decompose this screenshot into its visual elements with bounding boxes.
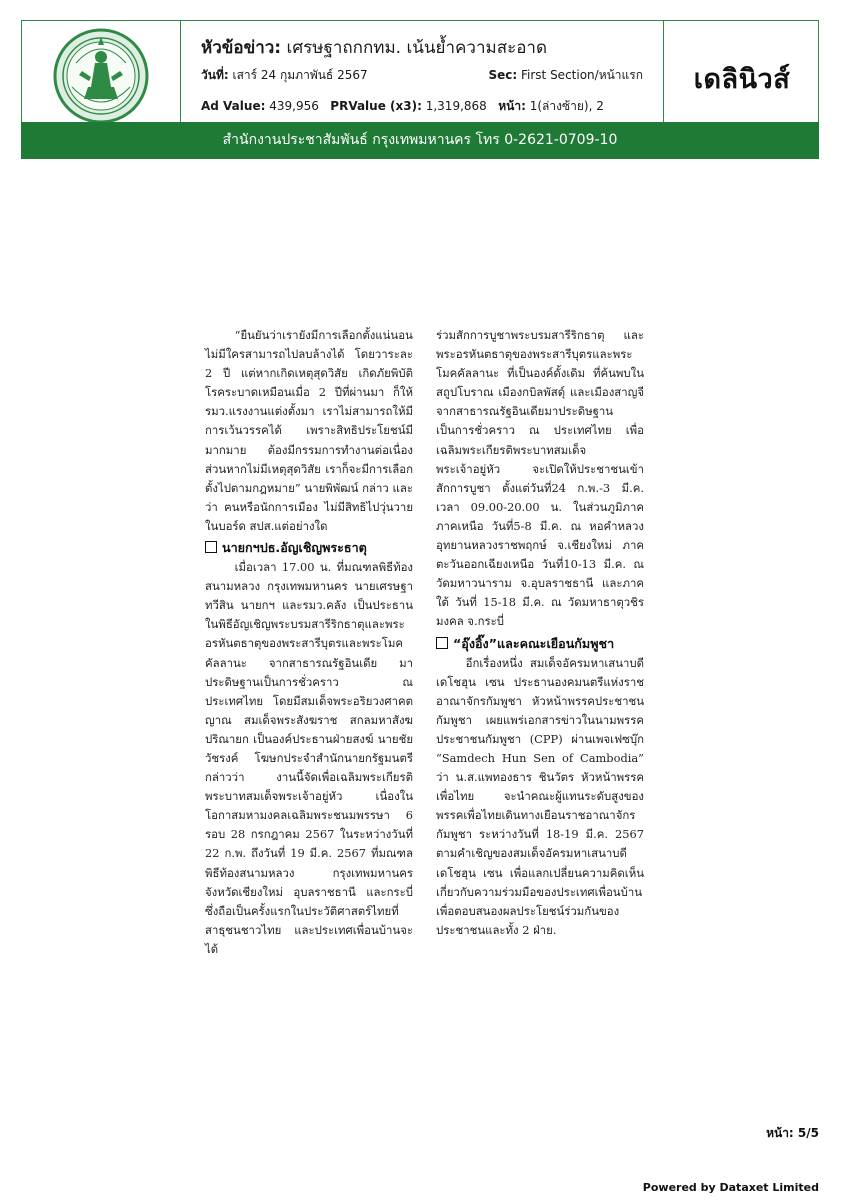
article-paragraph: ร่วมสักการบูชาพระบรมสารีริกธาตุ และพระอรหันตธาตุของพระสารีบุตรและพระโมคคัลลานะ ที่เป็นองค์ดั้งเดิม ที่ค้นพบในสถูปโบราณ เมืองกบิลพัสดุ์ และเมืองสาญจี จากสาธารณรัฐอินเดียมาประดิษฐานเป็นการชั่วคราว ณ ประเทศไทย เพื่อเฉลิมพระเกียรติพระบาทสมเด็จพระเจ้าอยู่หัว จะเปิดให้ประชาชนเข้าสักการบูชา ตั้งแต่วันที่24 ก.พ.-3 มี.ค. เวลา 09.00-20.00 น. ในส่วนภูมิภาค ภาคเหนือ วันที่5-8 มี.ค. ณ หอคำหลวง อุทยานหลวงราชพฤกษ์ จ.เชียงใหม่ ภาคตะวันออกเฉียงเหนือ วันที่10-13 มี.ค. ณ วัดมหาวนาราม จ.อุบลราชธานี และภาคใต้ วันที่ 15-18 มี.ค. ณ วัดมหาธาตุวชิรมงคล จ.กระบี่: [436, 328, 644, 629]
article-column-left: [205, 326, 413, 959]
subheading: [205, 538, 413, 558]
page-label: หน้า:: [498, 99, 526, 113]
clipping-header: [21, 20, 819, 138]
clipping-info: [181, 21, 663, 137]
article-paragraph: “ยืนยันว่าเรายังมีการเลือกตั้งแน่นอน ไม่มีใครสามารถไปลบล้างได้ โดยวาระละ 2 ปี แต่หากเกิดเหตุสุดวิสัย เกิดภัยพิบัติ โรคระบาดเหมือนเมื่อ 2 ปีที่ผ่านมา ก็ให้รมว.แรงงานแต่งตั้งมา เราไม่สามารถให้มีการเว้นวรรคได้ เพราะสิทธิประโยชน์มีมากมาย ต้องมีกรรมการทำงานต่อเนื่อง ส่วนหากไม่มีเหตุสุดวิสัย เราก็จะมีการเลือกตั้งไปตามกฎหมาย” นายพิพัฒน์ กล่าว และว่า ฅนหรือนักการเมือง ไม่มีสิทธิไปวุ่นวายในบอร์ด สปส.แต่อย่างใด: [205, 328, 413, 533]
ad-value-label: Ad Value:: [201, 99, 266, 113]
article-paragraph: อีกเรื่องหนึ่ง สมเด็จอัครมหาเสนาบดีเดโชฮุน เซน ประธานองคมนตรีแห่งราชอาณาจักรกัมพูชา หัวหน้าพรรคประชาชนกัมพูชา เผยแพร่เอกสารข่าวในนามพรรคประชาชนกัมพูชา (CPP) ผ่านเพจเฟซบุ๊ก “Samdech Hun Sen of Cambodia” ว่า น.ส.แพทองธาร ชินวัตร หัวหน้าพรรคเพื่อไทย จะนำคณะผู้แทนระดับสูงของพรรคเพื่อไทยเดินทางเยือนราชอาณาจักรกัมพูชา ระหว่างวันที่ 18-19 มี.ค. 2567 ตามคำเชิญของสมเด็จอัครมหาเสนาบดีเดโชฮุน เซน เพื่อแลกเปลี่ยนความคิดเห็นเกี่ยวกับความร่วมมือของประเทศเพื่อนบ้าน เพื่อตอบสนองผลประโยชน์ร่วมกันของประชาชนและทั้ง 2 ฝ่าย.: [436, 655, 644, 937]
article-paragraph: เมื่อเวลา 17.00 น. ที่มณฑลพิธีท้องสนามหลวง กรุงเทพมหานคร นายเศรษฐา ทวีสิน นายกฯ และรมว.คลัง เป็นประธานในพิธีอัญเชิญพระบรมสารีริกธาตุและพระอรหันตธาตุของพระสารีบุตรและพระโมคคัลลานะ จากสาธารณรัฐอินเดีย มาประดิษฐานเป็นการชั่วคราว ณ ประเทศไทย โดยมีสมเด็จพระอริยวงศาคตญาณ สมเด็จพระสังฆราช สกลมหาสังฆปริณายก เป็นองค์ประธานฝ่ายสงฆ์ นายชัย วัชรงค์ โฆษกประจำสำนักนายกรัฐมนตรี กล่าวว่า งานนี้จัดเพื่อเฉลิมพระเกียรติพระบาทสมเด็จพระเจ้าอยู่หัว เนื่องในโอกาสมหามงคลเฉลิมพระชนมพรรษา 6 รอบ 28 กรกฎาคม 2567 ในระหว่างวันที่ 22 ก.พ. ถึงวันที่ 19 มี.ค. 2567 ที่มณฑลพิธีท้องสนามหลวง กรุงเทพมหานคร จังหวัดเชียงใหม่ อุบลราชธานี และกระบี่ ซึ่งถือเป็นครั้งแรกในประวัติศาสตร์ไทยที่สาธุชนชาวไทย และประเทศเพื่อนบ้านจะได้: [205, 560, 413, 956]
headline-label: หัวข้อข่าว:: [201, 38, 282, 58]
pr-value: 1,319,868: [425, 99, 487, 113]
pr-value-label: PRValue (x3):: [330, 99, 422, 113]
section-row: [488, 66, 643, 85]
ad-value: 439,956: [269, 99, 319, 113]
page-counter: หน้า: 5/5: [766, 1126, 819, 1140]
subheading: [436, 634, 644, 654]
section-value: First Section/หน้าแรก: [521, 68, 643, 82]
subheading-text: นายกฯปธ.อัญเชิญพระธาตุ: [222, 540, 367, 556]
value-row: [201, 97, 604, 116]
brand-cell: [663, 21, 820, 137]
date-label: วันที่:: [201, 68, 229, 82]
article-column-right: [436, 326, 644, 940]
bma-seal-icon: [52, 27, 150, 125]
checkbox-bullet-icon: [436, 637, 448, 649]
powered-by: Powered by Dataxet Limited: [642, 1181, 819, 1194]
date-row: [201, 66, 368, 85]
subheading-text: “อุ๊งอิ๊ง”และคณะเยือนกัมพูชา: [453, 635, 615, 651]
page-value: 1(ล่างซ้าย), 2: [529, 99, 604, 113]
date-value: เสาร์ 24 กุมภาพันธ์ 2567: [232, 68, 368, 82]
newspaper-brand: เดลินิวส์: [693, 64, 791, 95]
headline-text: เศรษฐาถกกทม. เน้นย้ำความสะอาด: [286, 38, 548, 58]
headline-row: [201, 34, 547, 61]
logo-cell: [22, 21, 181, 137]
checkbox-bullet-icon: [205, 541, 217, 553]
office-bar: สำนักงานประชาสัมพันธ์ กรุงเทพมหานคร โทร 0-2621-0709-10: [21, 122, 819, 159]
section-label: Sec:: [488, 68, 518, 82]
